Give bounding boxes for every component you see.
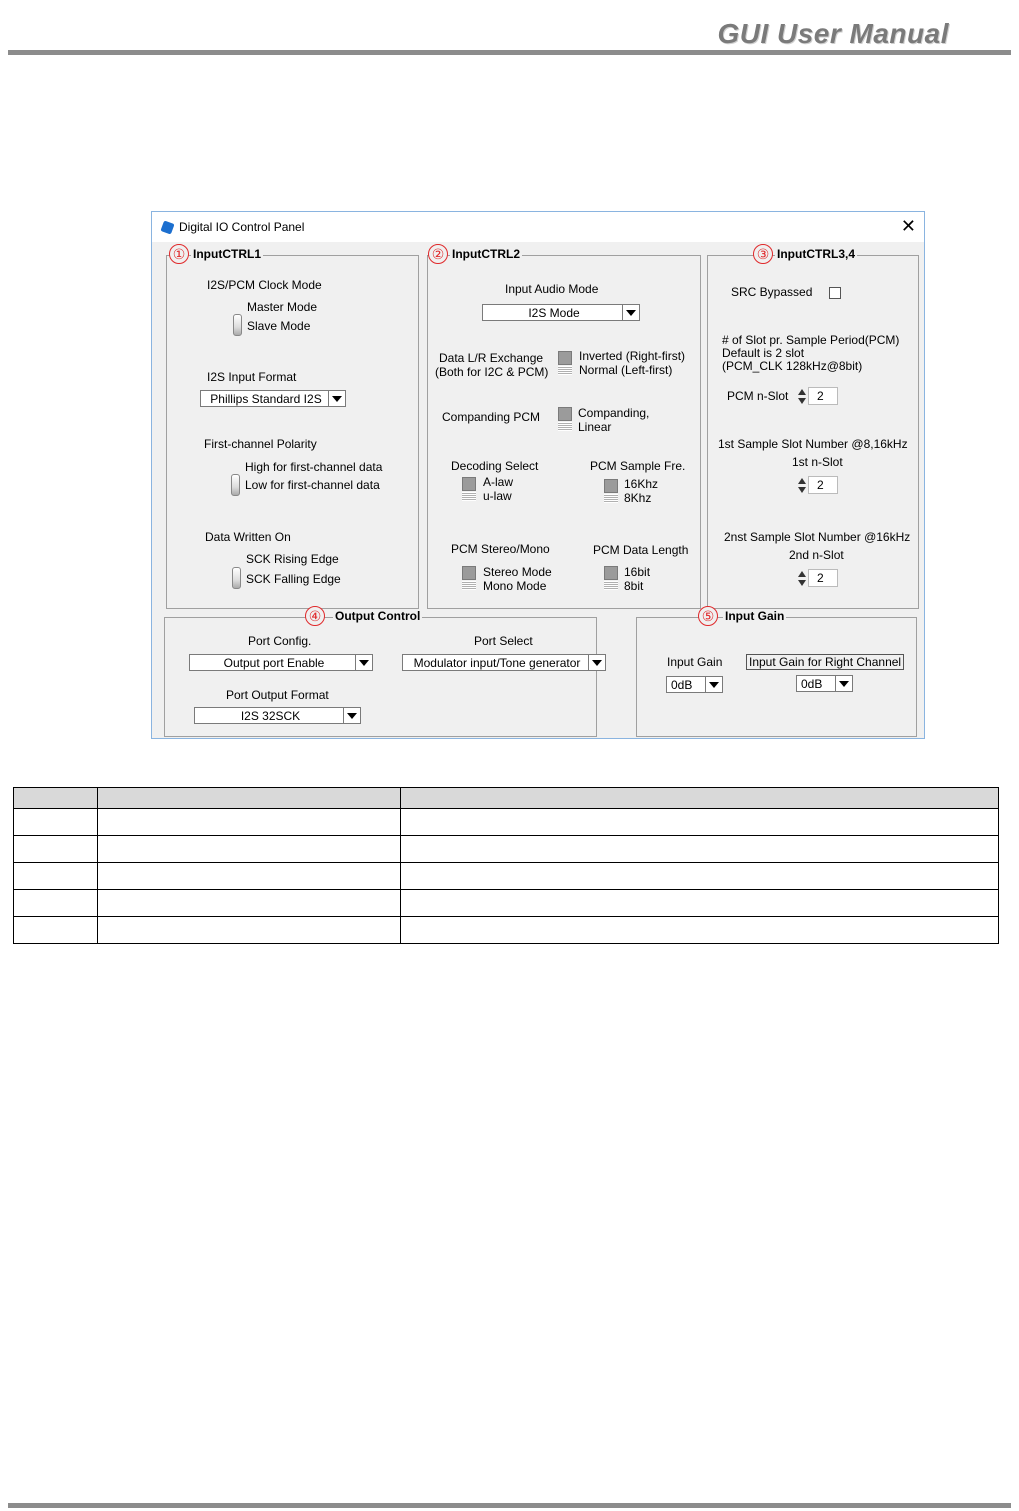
table-row [14, 836, 999, 863]
first-nslot-label: 1st n-Slot [792, 455, 843, 469]
badge-5: ⑤ [698, 606, 718, 626]
src-bypassed-label: SRC Bypassed [731, 285, 813, 299]
first-slot-title: 1st Sample Slot Number @8,16kHz [718, 437, 908, 451]
lr-exchange-label: Data L/R Exchange [439, 351, 544, 365]
sample-freq-switch[interactable] [604, 479, 618, 503]
page-header-title: GUI User Manual [717, 18, 949, 49]
clock-mode-label: I2S/PCM Clock Mode [207, 278, 322, 292]
alaw-option: A-law [483, 475, 514, 489]
port-config-value: Output port Enable [223, 656, 325, 670]
input-gain-right-select[interactable] [796, 675, 853, 692]
group-inputctrl2 [427, 246, 701, 609]
port-config-select[interactable] [189, 654, 373, 671]
i2s-format-value: Phillips Standard I2S [210, 392, 322, 406]
companding-label: Companding PCM [442, 410, 541, 424]
i2s-format-label: I2S Input Format [207, 370, 297, 384]
polarity-label: First-channel Polarity [204, 437, 317, 451]
header-rule [8, 50, 1011, 55]
close-button[interactable]: ✕ [900, 216, 916, 236]
table-cell [14, 890, 98, 917]
table-cell [14, 863, 98, 890]
table-cell [98, 917, 401, 944]
second-nslot-spinner[interactable] [797, 570, 806, 588]
table-header-cell [14, 788, 98, 809]
chevron-down-icon[interactable] [588, 655, 605, 670]
table-cell [401, 809, 999, 836]
chevron-down-icon[interactable] [343, 708, 360, 723]
length-8bit-option: 8bit [624, 579, 644, 593]
ulaw-option: u-law [483, 489, 512, 503]
polarity-low-option[interactable]: Low for first-channel data [245, 478, 380, 492]
group-input-gain [636, 608, 917, 737]
falling-edge-option[interactable]: SCK Falling Edge [246, 572, 341, 586]
badge-1: ① [169, 244, 189, 264]
decoding-label: Decoding Select [451, 459, 539, 473]
group-title-input-gain: Input Gain [725, 609, 785, 623]
sample-16k-option: 16Khz [624, 477, 659, 491]
group-title-inputctrl2: InputCTRL2 [452, 247, 520, 261]
polarity-toggle[interactable] [231, 474, 240, 496]
audio-mode-label: Input Audio Mode [505, 282, 599, 296]
description-table [13, 787, 999, 944]
table-header-row [14, 788, 999, 809]
chevron-down-icon[interactable] [705, 677, 722, 692]
nslot-spinner[interactable] [797, 388, 806, 406]
title-bar [152, 212, 924, 242]
group-title-inputctrl1: InputCTRL1 [193, 247, 261, 261]
table-cell [14, 809, 98, 836]
first-nslot-input[interactable]: 2 [808, 476, 838, 494]
input-gain-select[interactable] [666, 676, 723, 693]
input-gain-value: 0dB [671, 678, 693, 692]
rising-edge-option[interactable]: SCK Rising Edge [246, 552, 339, 566]
table-header-cell [401, 788, 999, 809]
clock-mode-toggle[interactable] [233, 314, 242, 336]
audio-mode-select[interactable] [482, 304, 640, 321]
port-format-value: I2S 32SCK [240, 709, 301, 723]
chevron-down-icon[interactable] [622, 305, 639, 320]
slot-desc-line1: # of Slot pr. Sample Period(PCM) [722, 333, 900, 347]
input-gain-right-button[interactable]: Input Gain for Right Channel [746, 654, 904, 670]
edge-toggle[interactable] [232, 567, 241, 589]
linear-option: Linear [578, 420, 612, 434]
master-mode-option[interactable]: Master Mode [247, 300, 318, 314]
second-slot-title: 2nst Sample Slot Number @16kHz [724, 530, 911, 544]
lr-exchange-switch[interactable] [558, 351, 572, 375]
nslot-label: PCM n-Slot [727, 389, 789, 403]
table-row [14, 917, 999, 944]
data-length-label: PCM Data Length [593, 543, 689, 557]
input-gain-right-value: 0dB [801, 677, 823, 691]
table-cell [98, 890, 401, 917]
group-inputctrl1 [166, 246, 419, 609]
table-cell [98, 863, 401, 890]
port-format-label: Port Output Format [226, 688, 329, 702]
slave-mode-option[interactable]: Slave Mode [247, 319, 311, 333]
data-length-switch[interactable] [604, 566, 618, 590]
port-select-select[interactable] [402, 654, 606, 671]
stereo-mono-switch[interactable] [462, 566, 476, 590]
lr-normal-option: Normal (Left-first) [579, 363, 673, 377]
table-cell [401, 917, 999, 944]
group-inputctrl34 [707, 246, 919, 609]
chevron-down-icon[interactable] [835, 676, 852, 691]
digital-io-window [151, 211, 925, 739]
length-16bit-option: 16bit [624, 565, 651, 579]
port-format-select[interactable] [194, 707, 361, 724]
slot-desc-line2: Default is 2 slot [722, 346, 805, 360]
first-nslot-spinner[interactable] [797, 477, 806, 495]
window-title: Digital IO Control Panel [179, 220, 305, 234]
group-output-control [164, 608, 597, 737]
table-cell [401, 836, 999, 863]
table-cell [98, 809, 401, 836]
chevron-down-icon[interactable] [328, 391, 345, 406]
companding-option: Companding, [578, 406, 650, 420]
audio-mode-value: I2S Mode [528, 306, 580, 320]
port-select-value: Modulator input/Tone generator [413, 656, 581, 670]
port-select-label: Port Select [474, 634, 533, 648]
badge-3: ③ [753, 244, 773, 264]
nslot-input[interactable]: 2 [808, 387, 838, 405]
table-header-cell [98, 788, 401, 809]
table-cell [401, 863, 999, 890]
port-config-label: Port Config. [248, 634, 312, 648]
i2s-format-select[interactable] [200, 390, 346, 407]
companding-switch[interactable] [558, 407, 572, 431]
group-title-output-control: Output Control [335, 609, 421, 623]
stereo-mono-label: PCM Stereo/Mono [451, 542, 550, 556]
src-bypassed-checkbox[interactable] [829, 287, 841, 299]
second-nslot-input[interactable]: 2 [808, 569, 838, 587]
stereo-option: Stereo Mode [483, 565, 552, 579]
app-icon [160, 220, 174, 234]
table-row [14, 809, 999, 836]
second-nslot-label: 2nd n-Slot [789, 548, 844, 562]
table-cell [14, 917, 98, 944]
table-row [14, 890, 999, 917]
sample-8k-option: 8Khz [624, 491, 652, 505]
table-cell [401, 890, 999, 917]
lr-exchange-sublabel: (Both for I2C & PCM) [435, 365, 549, 379]
footer-rule [8, 1503, 1011, 1508]
table-cell [98, 836, 401, 863]
input-gain-label: Input Gain [667, 655, 723, 669]
chevron-down-icon[interactable] [355, 655, 372, 670]
table-row [14, 863, 999, 890]
mono-option: Mono Mode [483, 579, 547, 593]
sample-freq-label: PCM Sample Fre. [590, 459, 686, 473]
decoding-switch[interactable] [462, 477, 476, 501]
data-written-label: Data Written On [205, 530, 291, 544]
polarity-high-option[interactable]: High for first-channel data [245, 460, 383, 474]
group-title-inputctrl34: InputCTRL3,4 [777, 247, 855, 261]
lr-inverted-option: Inverted (Right-first) [579, 349, 686, 363]
badge-4: ④ [305, 606, 325, 626]
badge-2: ② [428, 244, 448, 264]
table-cell [14, 836, 98, 863]
slot-desc-line3: (PCM_CLK 128kHz@8bit) [722, 359, 863, 373]
